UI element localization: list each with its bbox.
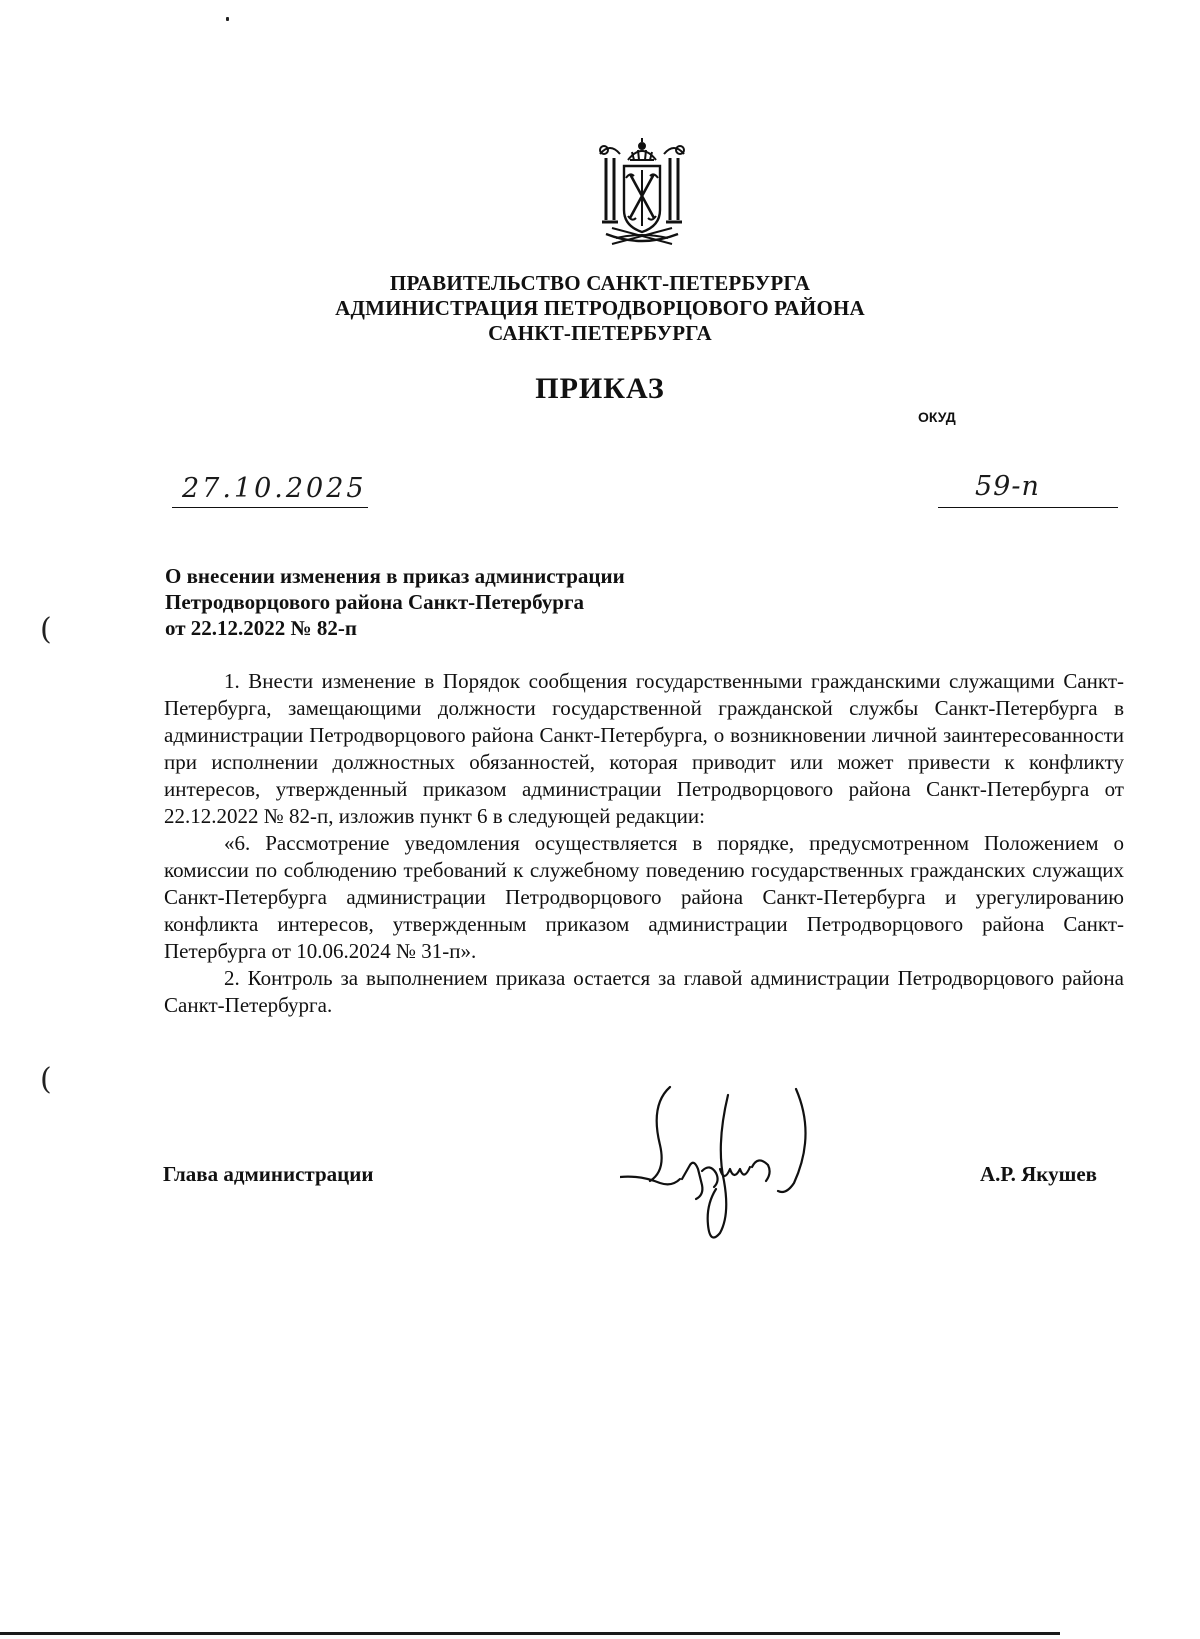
header-line-1: ПРАВИТЕЛЬСТВО САНКТ-ПЕТЕРБУРГА <box>389 271 811 295</box>
handwritten-signature <box>620 1085 840 1245</box>
issuer-header <box>0 271 1200 346</box>
date-underline <box>172 507 368 508</box>
document-subject <box>165 563 625 641</box>
margin-mark: ( <box>40 612 52 647</box>
margin-mark: ( <box>40 1062 52 1097</box>
signatory-title: Глава администрации <box>163 1162 374 1186</box>
document-title: ПРИКАЗ <box>535 372 665 405</box>
okud-label: ОКУД <box>918 409 956 425</box>
handwritten-number: 59-п <box>975 471 1040 502</box>
scan-speck <box>226 17 229 21</box>
header-line-2: АДМИНИСТРАЦИЯ ПЕТРОДВОРЦОВОГО РАЙОНА <box>335 296 865 320</box>
document-body <box>164 668 1124 1019</box>
header-line-3: САНКТ-ПЕТЕРБУРГА <box>488 321 712 345</box>
scan-bottom-edge <box>0 1632 1060 1635</box>
coat-of-arms-emblem <box>592 138 692 250</box>
paragraph-1: 1. Внести изменение в Порядок сообщения государственными гражданскими служащими Санкт-Петербурга, замещающими должности государственной гражданской службы Санкт-Петербурга в администрации Петродворцового района Санкт-Петербурга, о возникновении личной заинтересованности при исполнении должностных обязанностей, которая приводит или может привести к конфликту интересов, утвержденный приказом администрации Петродворцового района Санкт-Петербурга от 22.12.2022 № 82-п, изложив пункт 6 в следующей редакции: <box>164 669 1124 828</box>
paragraph-quote-6: «6. Рассмотрение уведомления осуществляется в порядке, предусмотренном Положением о комиссии по соблюдению требований к служебному поведению государственных гражданских служащих Санкт-Петербурга администрации Петродворцового района Санкт-Петербурга и урегулированию конфликта интересов, утвержденным приказом администрации Петродворцового района Санкт-Петербурга от 10.06.2024 № 31-п». <box>164 831 1124 963</box>
handwritten-date: 27.10.2025 <box>182 473 367 504</box>
subject-line-1: О внесении изменения в приказ администрации <box>165 564 625 588</box>
subject-line-2: Петродворцового района Санкт-Петербурга <box>165 590 585 614</box>
subject-line-3: от 22.12.2022 № 82-п <box>165 616 357 640</box>
signatory-name: А.Р. Якушев <box>980 1162 1097 1186</box>
number-underline <box>938 507 1118 508</box>
paragraph-2: 2. Контроль за выполнением приказа остается за главой администрации Петродворцового района Санкт-Петербурга. <box>164 966 1124 1017</box>
